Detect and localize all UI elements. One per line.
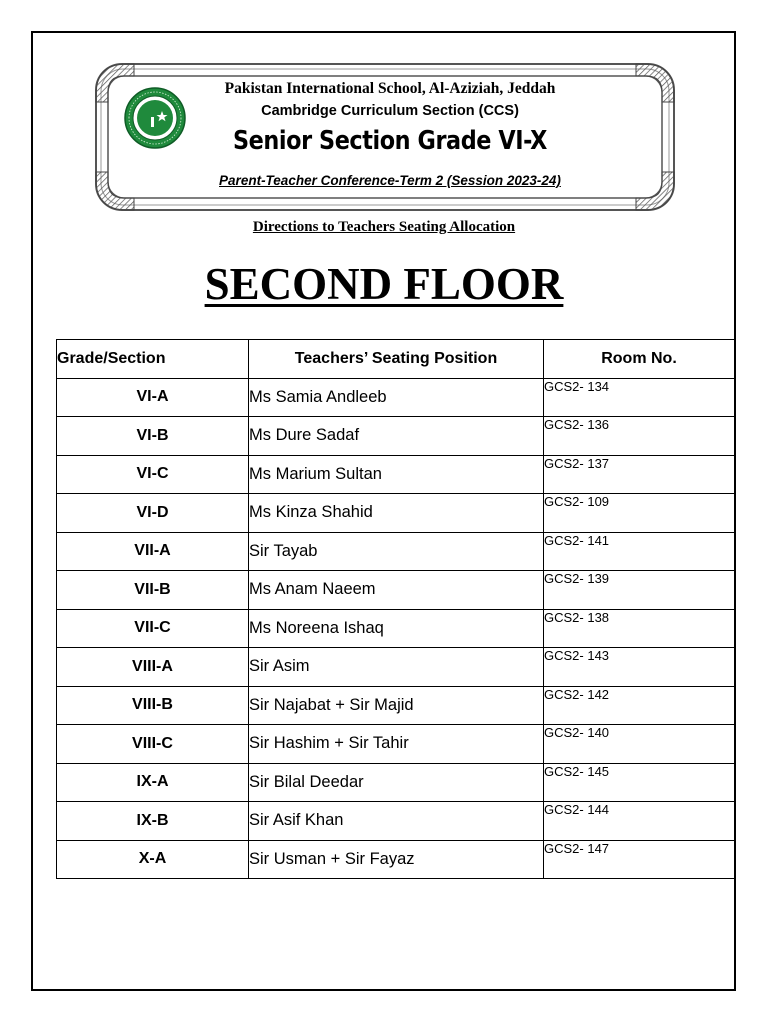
room-cell: GCS2- 134 bbox=[544, 378, 735, 417]
table-row bbox=[57, 725, 735, 764]
curriculum-section: Cambridge Curriculum Section (CCS) bbox=[261, 103, 519, 119]
table-row bbox=[57, 494, 735, 533]
table-row bbox=[57, 763, 735, 802]
room-cell: GCS2- 136 bbox=[544, 417, 735, 456]
room-cell: GCS2- 141 bbox=[544, 532, 735, 571]
grade-cell: VII-B bbox=[57, 571, 249, 610]
grade-cell: VIII-B bbox=[57, 686, 249, 725]
room-cell: GCS2- 139 bbox=[544, 571, 735, 610]
grade-cell: VI-A bbox=[57, 378, 249, 417]
grade-cell: X-A bbox=[57, 840, 249, 879]
grade-cell: VIII-C bbox=[57, 725, 249, 764]
teacher-cell: Ms Samia Andleeb bbox=[249, 378, 544, 417]
teacher-cell: Ms Noreena Ishaq bbox=[249, 609, 544, 648]
table-body bbox=[57, 378, 735, 879]
grade-cell: IX-A bbox=[57, 763, 249, 802]
teacher-cell: Sir Hashim + Sir Tahir bbox=[249, 725, 544, 764]
table-row bbox=[57, 609, 735, 648]
column-header-grade: Grade/Section bbox=[57, 340, 249, 379]
seating-table bbox=[56, 339, 735, 879]
room-cell: GCS2- 144 bbox=[544, 802, 735, 841]
grade-cell: VI-C bbox=[57, 455, 249, 494]
grade-cell: VII-C bbox=[57, 609, 249, 648]
room-cell: GCS2- 109 bbox=[544, 494, 735, 533]
column-header-room: Room No. bbox=[544, 340, 735, 379]
table-row bbox=[57, 571, 735, 610]
teacher-cell: Sir Bilal Deedar bbox=[249, 763, 544, 802]
room-cell: GCS2- 137 bbox=[544, 455, 735, 494]
teacher-cell: Sir Usman + Sir Fayaz bbox=[249, 840, 544, 879]
table-row bbox=[57, 455, 735, 494]
teacher-cell: Sir Asim bbox=[249, 648, 544, 687]
room-cell: GCS2- 143 bbox=[544, 648, 735, 687]
teacher-cell: Sir Asif Khan bbox=[249, 802, 544, 841]
table-row bbox=[57, 840, 735, 879]
teacher-cell: Ms Kinza Shahid bbox=[249, 494, 544, 533]
table-row bbox=[57, 686, 735, 725]
teacher-cell: Sir Najabat + Sir Majid bbox=[249, 686, 544, 725]
table-header-row bbox=[57, 340, 735, 379]
grade-cell: VIII-A bbox=[57, 648, 249, 687]
room-cell: GCS2- 138 bbox=[544, 609, 735, 648]
grade-cell: VI-D bbox=[57, 494, 249, 533]
room-cell: GCS2- 145 bbox=[544, 763, 735, 802]
teacher-cell: Ms Dure Sadaf bbox=[249, 417, 544, 456]
teacher-cell: Ms Marium Sultan bbox=[249, 455, 544, 494]
room-cell: GCS2- 142 bbox=[544, 686, 735, 725]
conference-title: Parent-Teacher Conference-Term 2 (Session 2023-24) bbox=[219, 173, 561, 188]
floor-title: SECOND FLOOR bbox=[204, 259, 564, 309]
section-title: Senior Section Grade VI-X bbox=[233, 126, 547, 156]
table-row bbox=[57, 378, 735, 417]
teacher-cell: Sir Tayab bbox=[249, 532, 544, 571]
table-row bbox=[57, 802, 735, 841]
teacher-cell: Ms Anam Naeem bbox=[249, 571, 544, 610]
table-row bbox=[57, 532, 735, 571]
school-name: Pakistan International School, Al-Aziziah, Jeddah bbox=[224, 80, 556, 97]
table-row bbox=[57, 417, 735, 456]
directions-heading: Directions to Teachers Seating Allocation bbox=[252, 219, 516, 235]
room-cell: GCS2- 147 bbox=[544, 840, 735, 879]
column-header-teacher: Teachers’ Seating Position bbox=[249, 340, 544, 379]
room-cell: GCS2- 140 bbox=[544, 725, 735, 764]
grade-cell: VII-A bbox=[57, 532, 249, 571]
grade-cell: VI-B bbox=[57, 417, 249, 456]
grade-cell: IX-B bbox=[57, 802, 249, 841]
table-row bbox=[57, 648, 735, 687]
